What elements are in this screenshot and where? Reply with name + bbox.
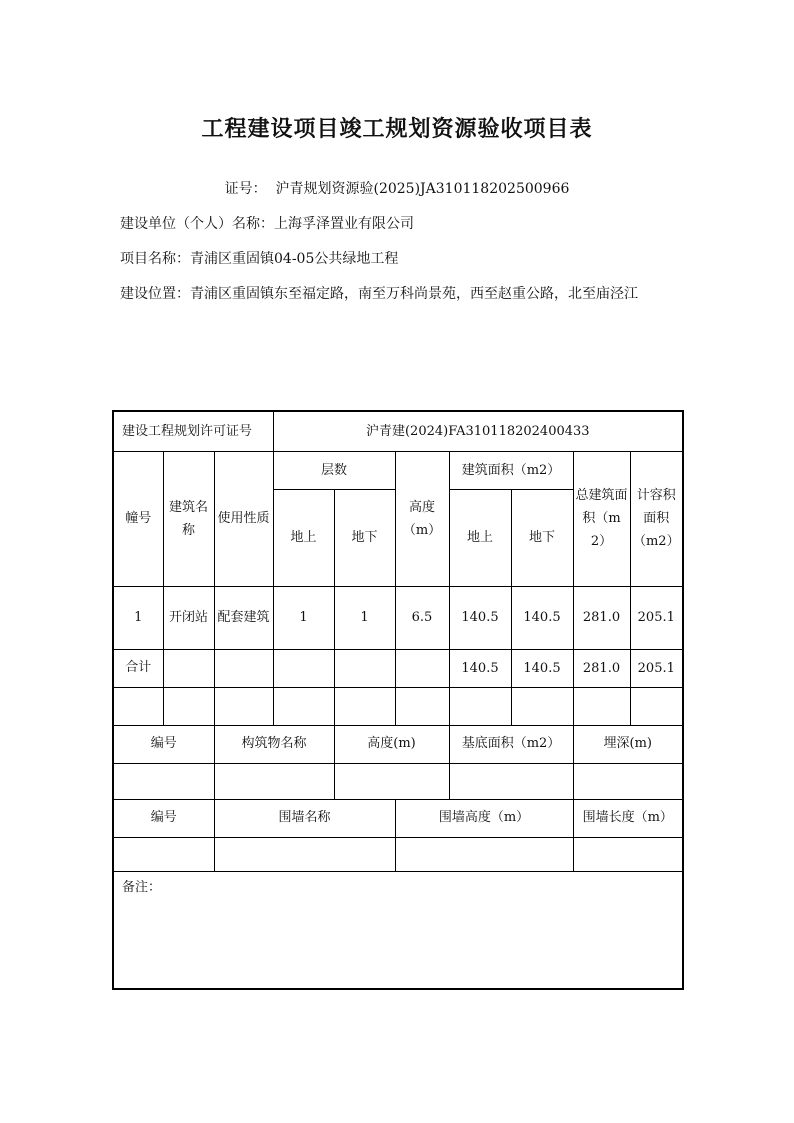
- cell-name: 开闭站: [163, 586, 214, 649]
- cell-floors-below: 1: [334, 586, 395, 649]
- wall-header-row: [113, 799, 683, 837]
- header-height: 高度（m）: [395, 451, 449, 586]
- wall-header-no: 编号: [113, 799, 214, 837]
- total-area-below: 140.5: [511, 649, 573, 687]
- permit-value: 沪青建(2024)FA310118202400433: [273, 411, 683, 451]
- project-label: 项目名称：: [120, 251, 190, 267]
- cell-floors-above: 1: [273, 586, 334, 649]
- structure-header-base-area: 基底面积（m2）: [449, 725, 573, 763]
- cell-plot: 205.1: [630, 586, 683, 649]
- structure-row: [113, 763, 683, 799]
- header-use: 使用性质: [214, 451, 273, 586]
- header-plot-area: 计容积面积（m2）: [630, 451, 683, 586]
- total-plot: 205.1: [630, 649, 683, 687]
- header-building-no: 幢号: [113, 451, 163, 586]
- certificate-number: [0, 178, 794, 198]
- certificate-value: 沪青规划资源验(2025)JA310118202500966: [275, 181, 570, 197]
- wall-header-name: 围墙名称: [214, 799, 395, 837]
- header-floors-below: 地下: [334, 489, 395, 586]
- header-building-name: 建筑名称: [163, 451, 214, 586]
- header-floors-above: 地上: [273, 489, 334, 586]
- wall-header-length: 围墙长度（m）: [573, 799, 683, 837]
- cell-no: 1: [113, 586, 163, 649]
- project-value: 青浦区重固镇04-05公共绿地工程: [190, 251, 399, 267]
- empty-row: [113, 687, 683, 725]
- page-title: 工程建设项目竣工规划资源验收项目表: [201, 116, 593, 142]
- total-row: [113, 649, 683, 687]
- unit-value: 上海孚泽置业有限公司: [274, 216, 414, 232]
- location-line: [120, 283, 680, 305]
- header-floors: 层数: [273, 451, 395, 489]
- header-total-area: 总建筑面积（m2）: [573, 451, 630, 586]
- remark: 备注：: [113, 871, 683, 989]
- total-total: 281.0: [573, 649, 630, 687]
- cell-height: 6.5: [395, 586, 449, 649]
- structure-header-no: 编号: [113, 725, 214, 763]
- permit-label: 建设工程规划许可证号: [113, 411, 273, 451]
- project-line: [120, 248, 680, 270]
- location-label: 建设位置：: [120, 286, 190, 302]
- wall-row: [113, 837, 683, 871]
- table-row: [113, 586, 683, 649]
- cell-total: 281.0: [573, 586, 630, 649]
- header-area-below: 地下: [511, 489, 573, 586]
- structure-header-name: 构筑物名称: [214, 725, 334, 763]
- acceptance-table: [112, 410, 684, 990]
- total-label: 合计: [113, 649, 163, 687]
- cell-area-below: 140.5: [511, 586, 573, 649]
- header-area-above: 地上: [449, 489, 511, 586]
- total-area-above: 140.5: [449, 649, 511, 687]
- structure-header-row: [113, 725, 683, 763]
- certificate-label: 证号：: [224, 181, 267, 197]
- cell-use: 配套建筑: [214, 586, 273, 649]
- header-area: 建筑面积（m2）: [449, 451, 573, 489]
- location-value: 青浦区重固镇东至福定路，南至万科尚景苑，西至赵重公路，北至庙泾江: [190, 286, 638, 302]
- structure-header-depth: 埋深(m): [573, 725, 683, 763]
- structure-header-height: 高度(m): [334, 725, 449, 763]
- wall-header-height: 围墙高度（m）: [395, 799, 573, 837]
- unit-line: [120, 213, 680, 235]
- cell-area-above: 140.5: [449, 586, 511, 649]
- unit-label: 建设单位（个人）名称：: [120, 216, 274, 232]
